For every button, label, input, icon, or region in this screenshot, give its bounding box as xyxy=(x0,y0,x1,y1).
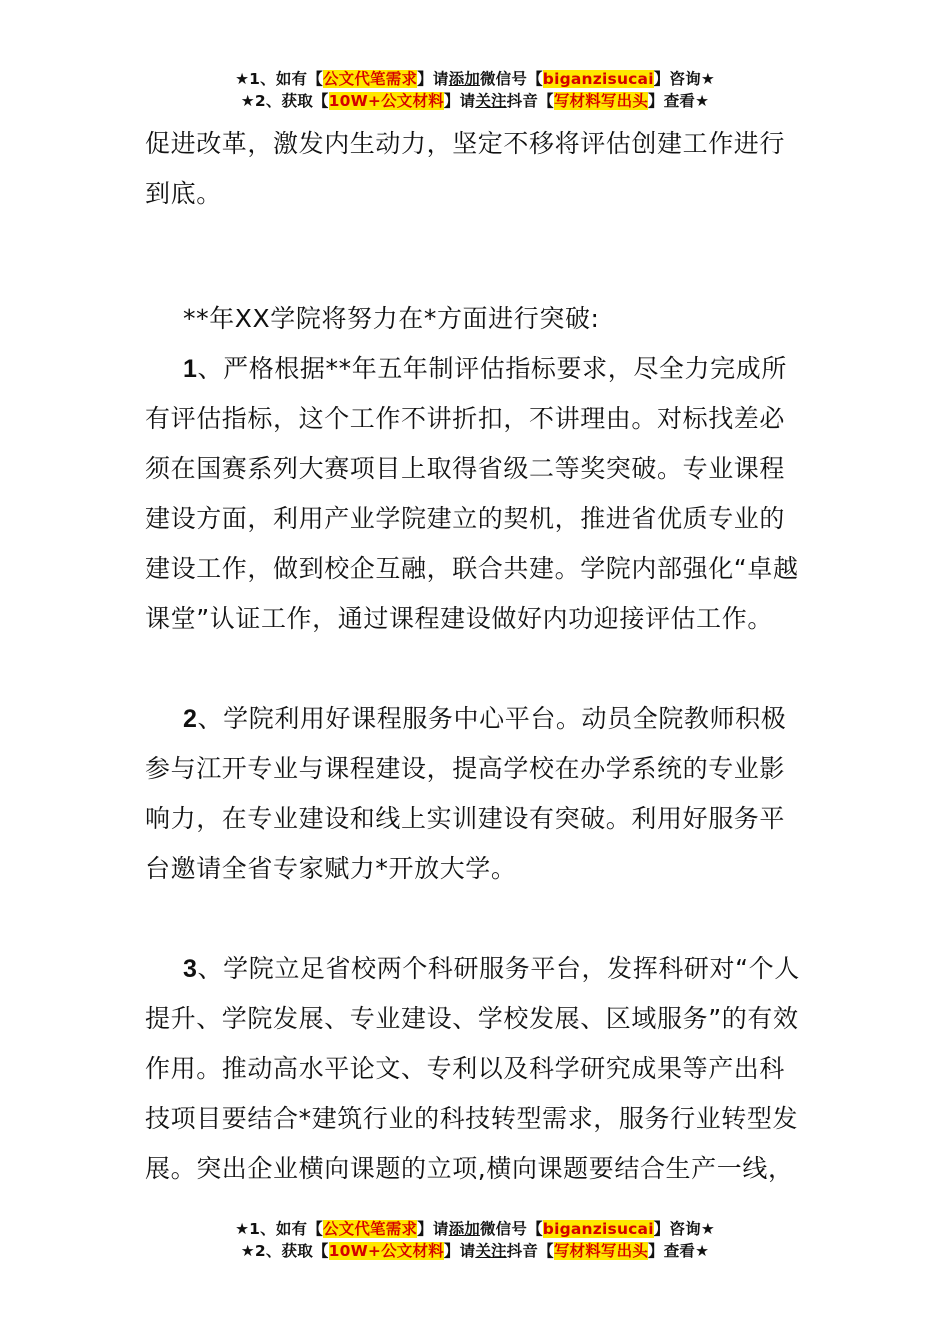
item-number: 2 xyxy=(183,705,198,733)
ad-underlined-text: 添加 xyxy=(448,70,480,88)
item-text: 、学院立足省校两个科研服务平台，发挥科研对“个人提升、学院发展、专业建设、学校发展、区域服务”的有效作用。推动高水平论文、专利以及科学研究成果等产出科技项目要结合*建筑行业的科技转型需求，服务行业转型发展。突出企业横向课题的立项,横向课题要结合生产一线， xyxy=(145,954,800,1183)
ad-highlight-wechat-id: biganzisucai xyxy=(542,70,654,88)
item-paragraph-3 xyxy=(145,944,810,1194)
footer-ad-line-1 xyxy=(0,1218,950,1240)
footer-ad-line-2 xyxy=(0,1240,950,1262)
ad-text: 抖音【 xyxy=(506,1242,554,1260)
ad-text: 】请 xyxy=(417,1220,449,1238)
ad-text: 】请 xyxy=(443,92,476,110)
ad-highlight-service: 公文代笔需求 xyxy=(322,1220,418,1238)
ad-text: 】咨询★ xyxy=(653,70,715,88)
item-paragraph-1 xyxy=(145,344,810,644)
ad-text: 】查看★ xyxy=(648,92,710,110)
header-banner xyxy=(0,68,950,112)
ad-text: ★1、如有【 xyxy=(235,70,323,88)
ad-text: 】咨询★ xyxy=(653,1220,715,1238)
ad-highlight-douyin-id: 写材料写出头 xyxy=(553,92,649,110)
ad-text: 】查看★ xyxy=(648,1242,710,1260)
ad-highlight-wechat-id: biganzisucai xyxy=(542,1220,654,1238)
item-number: 1 xyxy=(183,355,198,383)
ad-text: 】请 xyxy=(417,70,449,88)
item-paragraph-2 xyxy=(145,694,810,894)
ad-highlight-materials: 10W+公文材料 xyxy=(328,92,444,110)
ad-text: ★1、如有【 xyxy=(235,1220,323,1238)
ad-text: 抖音【 xyxy=(506,92,554,110)
item-text: 、学院利用好课程服务中心平台。动员全院教师积极参与江开专业与课程建设，提高学校在办学系统的专业影响力，在专业建设和线上实训建设有突破。利用好服务平台邀请全省专家赋力*开放大学。 xyxy=(145,704,787,883)
ad-text: ★2、获取【 xyxy=(240,1242,329,1260)
ad-text: 微信号【 xyxy=(479,1220,543,1238)
ad-underlined-text: 关注 xyxy=(475,92,507,110)
item-text: 、严格根据**年五年制评估指标要求，尽全力完成所有评估指标，这个工作不讲折扣，不讲理由。对标找差必须在国赛系列大赛项目上取得省级二等奖突破。专业课程建设方面，利用产业学院建立的契机，推进省优质专业的建设工作，做到校企互融，联合共建。学院内部强化“卓越课堂”认证工作，通过课程建设做好内功迎接评估工作。 xyxy=(145,354,799,633)
header-ad-line-1 xyxy=(0,68,950,90)
continuation-paragraph: 促进改革，激发内生动力，坚定不移将评估创建工作进行到底。 xyxy=(145,129,786,208)
paragraph-gap xyxy=(145,894,810,944)
intro-paragraph: **年XX学院将努力在*方面进行突破: xyxy=(183,304,600,333)
ad-highlight-materials: 10W+公文材料 xyxy=(328,1242,444,1260)
ad-underlined-text: 添加 xyxy=(448,1220,480,1238)
footer-banner xyxy=(0,1218,950,1262)
header-ad-line-2 xyxy=(0,90,950,112)
ad-highlight-douyin-id: 写材料写出头 xyxy=(553,1242,649,1260)
item-number: 3 xyxy=(183,955,198,983)
paragraph-gap xyxy=(145,219,810,294)
ad-highlight-service: 公文代笔需求 xyxy=(322,70,418,88)
ad-text: 微信号【 xyxy=(479,70,543,88)
ad-text: ★2、获取【 xyxy=(240,92,329,110)
paragraph-gap xyxy=(145,644,810,694)
ad-text: 】请 xyxy=(443,1242,476,1260)
document-body xyxy=(145,119,810,1194)
ad-underlined-text: 关注 xyxy=(475,1242,507,1260)
